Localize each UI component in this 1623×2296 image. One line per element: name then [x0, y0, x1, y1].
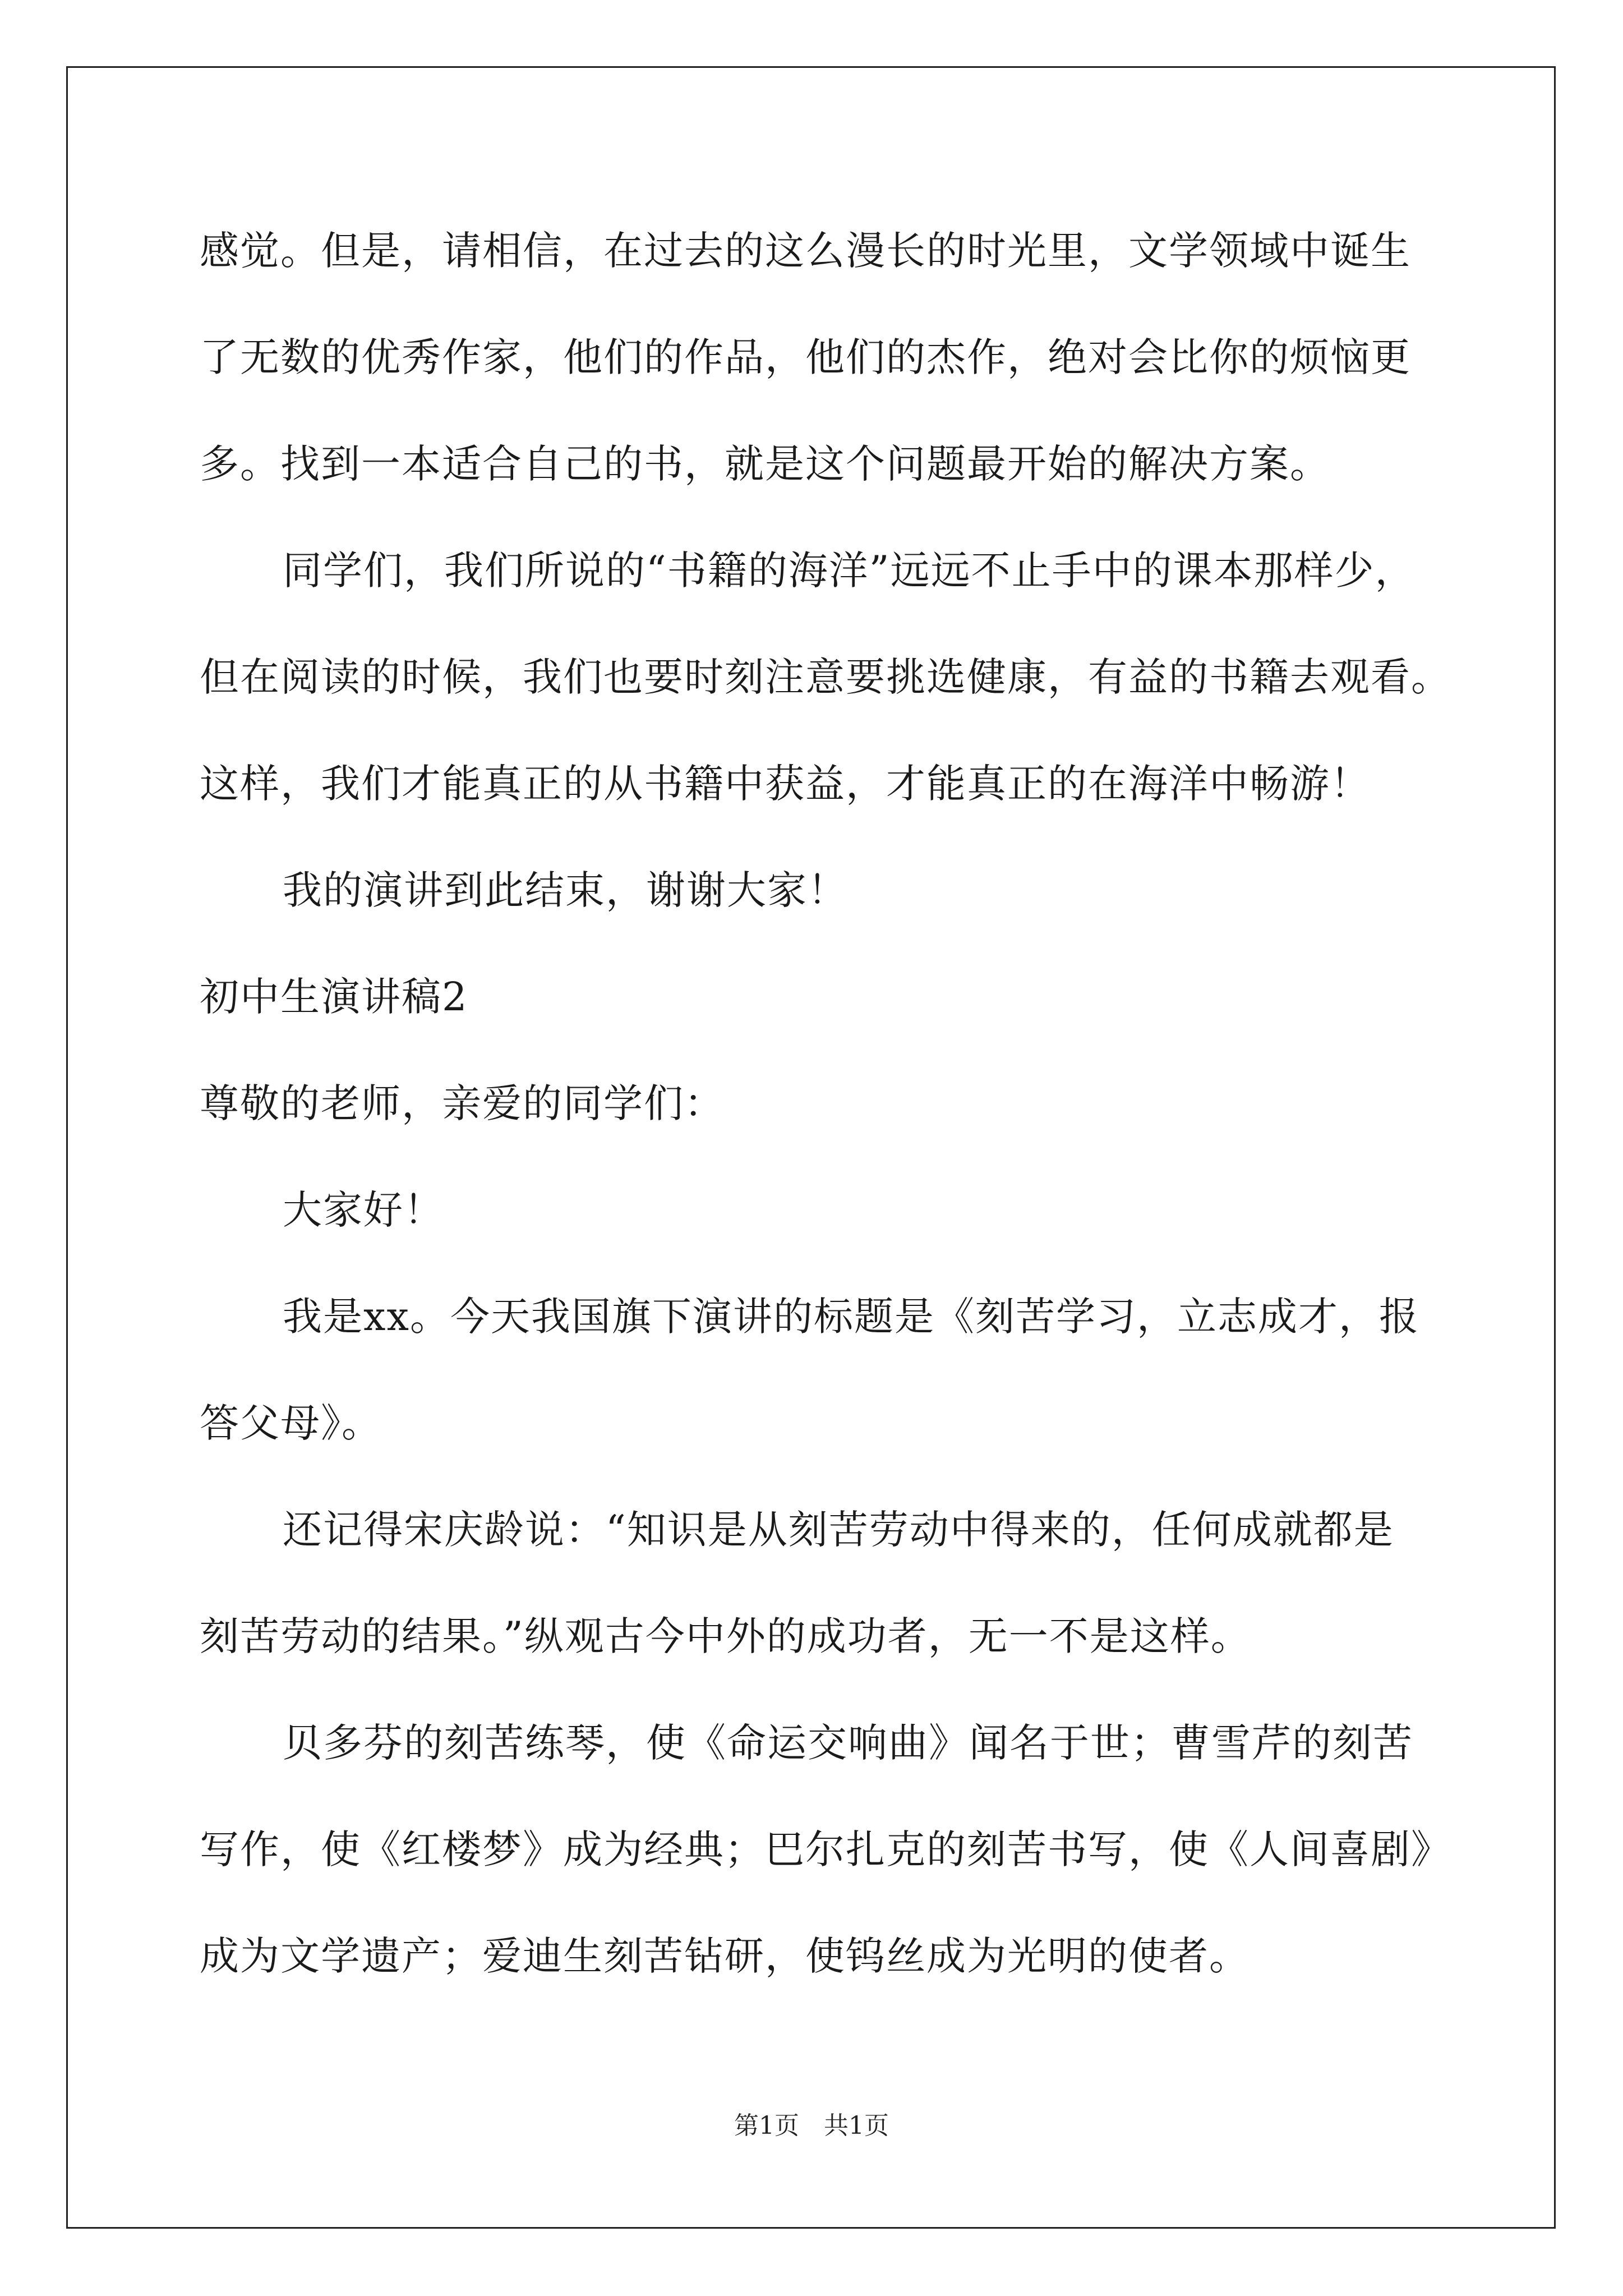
page-border	[66, 66, 1556, 2229]
section-title: 初中生演讲稿2	[200, 974, 468, 1020]
paragraph-line: 了无数的优秀作家，他们的作品，他们的杰作，绝对会比你的烦恼更	[200, 334, 1411, 380]
greeting: 大家好！	[283, 1187, 444, 1233]
paragraph-line: 刻苦劳动的结果。”纵观古今中外的成功者，无一不是这样。	[200, 1613, 1251, 1659]
paragraph-line: 我是xx。今天我国旗下演讲的标题是《刻苦学习，立志成才，报	[283, 1294, 1419, 1340]
paragraph-line: 但在阅读的时候，我们也要时刻注意要挑选健康，有益的书籍去观看。	[200, 654, 1451, 700]
paragraph-line: 同学们，我们所说的“书籍的海洋”远远不止手中的课本那样少，	[283, 547, 1415, 593]
paragraph-line: 我的演讲到此结束，谢谢大家！	[283, 867, 848, 913]
paragraph-line: 还记得宋庆龄说：“知识是从刻苦劳动中得来的，任何成就都是	[283, 1507, 1394, 1553]
paragraph-line: 写作，使《红楼梦》成为经典；巴尔扎克的刻苦书写，使《人间喜剧》	[200, 1826, 1451, 1872]
paragraph-line: 成为文学遗产；爱迪生刻苦钻研，使钨丝成为光明的使者。	[200, 1933, 1249, 1979]
page-number-footer: 第1页 共1页	[734, 2111, 889, 2140]
paragraph-line: 答父母》。	[200, 1400, 382, 1446]
salutation: 尊敬的老师，亲爱的同学们：	[200, 1080, 725, 1126]
paragraph-line: 多。找到一本适合自己的书，就是这个问题最开始的解决方案。	[200, 441, 1330, 487]
paragraph-line: 这样，我们才能真正的从书籍中获益，才能真正的在海洋中畅游！	[200, 761, 1371, 807]
paragraph-line: 感觉。但是，请相信，在过去的这么漫长的时光里，文学领域中诞生	[200, 228, 1411, 274]
paragraph-line: 贝多芬的刻苦练琴，使《命运交响曲》闻名于世；曹雪芹的刻苦	[283, 1720, 1413, 1766]
